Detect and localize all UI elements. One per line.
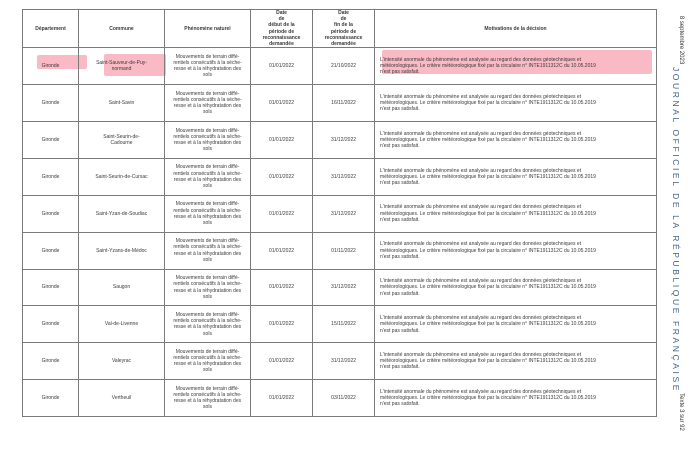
table-row — [23, 343, 657, 380]
motivation-line: L'intensité anormale du phénomène est analysée au regard des données géotechniques et — [380, 278, 582, 285]
phenomene-line: sols — [203, 256, 212, 263]
phenomene-line: rentiels consécutifs à la séche- — [173, 281, 242, 288]
phenomene-line: sols — [203, 330, 212, 337]
header-date-fin-line: période de — [330, 28, 357, 35]
header-date-fin-line: de — [340, 16, 347, 23]
commune-line: Saint-Yzans-de-Médoc — [96, 247, 147, 254]
cell-date-debut: 01/01/2022 — [251, 380, 313, 417]
phenomene-line: rentiels consécutifs à la séche- — [173, 96, 242, 103]
table-row — [23, 232, 657, 269]
header-date-fin-line: fin de la — [334, 22, 353, 29]
cell-departement: Gironde — [23, 232, 79, 269]
motivation-line: météorologiques. Le critère météorologique fixé par la circulaire n° INTE1911312C du 10.05.2019 — [380, 210, 596, 217]
motivation-line: n'est pas satisfait. — [380, 216, 420, 223]
header-date-debut-line: Date — [276, 10, 287, 16]
phenomene-line: sols — [203, 293, 212, 300]
text-counter-text: Texte 3 sur 92 — [678, 393, 684, 431]
motivation-line: météorologiques. Le critère météorologique fixé par la circulaire n° INTE1911312C du 10.05.2019 — [380, 358, 596, 365]
phenomene-line: resse et à la réhydratation des — [173, 176, 242, 183]
phenomene-line: resse et à la réhydratation des — [173, 103, 242, 110]
cell-date-fin: 31/12/2022 — [313, 158, 375, 195]
header-commune: Commune — [79, 10, 165, 48]
motivation-line: n'est pas satisfait. — [380, 179, 420, 186]
phenomene-line: resse et à la réhydratation des — [173, 139, 242, 146]
phenomene-line: rentiels consécutifs à la séche- — [173, 170, 242, 177]
cell-phenomene — [165, 85, 251, 122]
phenomene-line: resse et à la réhydratation des — [173, 398, 242, 405]
motivation-line: L'intensité anormale du phénomène est analysée au regard des données géotechniques et — [380, 204, 582, 211]
motivation-line: météorologiques. Le critère météorologique fixé par la circulaire n° INTE1911312C du 10.05.2019 — [380, 395, 596, 402]
table-row — [23, 195, 657, 232]
header-departement: Département — [23, 10, 79, 48]
cell-phenomene — [165, 269, 251, 306]
phenomene-line: rentiels consécutifs à la séche- — [173, 391, 242, 398]
table-body — [23, 48, 657, 417]
cell-commune — [79, 232, 165, 269]
phenomene-line: resse et à la réhydratation des — [173, 361, 242, 368]
motivation-line: n'est pas satisfait. — [380, 327, 420, 334]
table-row — [23, 48, 657, 85]
phenomene-line: sols — [203, 404, 212, 411]
header-date-debut-line: reconnaissance — [262, 34, 301, 41]
cell-date-fin: 15/11/2022 — [313, 306, 375, 343]
cell-phenomene — [165, 380, 251, 417]
cell-date-fin: 31/12/2022 — [313, 269, 375, 306]
cell-date-debut: 01/01/2022 — [251, 343, 313, 380]
header-date-debut-line: de — [278, 16, 285, 23]
cell-commune — [79, 85, 165, 122]
motivation-line: météorologiques. Le critère météorologique fixé par la circulaire n° INTE1911312C du 10.05.2019 — [380, 136, 596, 143]
commune-line: Saugon — [112, 284, 131, 291]
phenomene-line: sols — [203, 72, 212, 79]
cell-date-debut: 01/01/2022 — [251, 85, 313, 122]
table-row — [23, 158, 657, 195]
header-date-debut-line: demandée — [269, 41, 294, 48]
cell-date-debut: 01/01/2022 — [251, 306, 313, 343]
commune-line: Saint-Seurin-de-Cursac — [95, 173, 148, 180]
cell-departement: Gironde — [23, 158, 79, 195]
motivation-line: L'intensité anormale du phénomène est analysée au regard des données géotechniques et — [380, 130, 582, 137]
header-date-fin — [313, 10, 375, 48]
phenomene-line: sols — [203, 367, 212, 374]
phenomene-line: rentiels consécutifs à la séche- — [173, 355, 242, 362]
motivation-line: n'est pas satisfait. — [380, 364, 420, 371]
phenomene-line: Mouvements de terrain diffé- — [175, 275, 240, 282]
commune-line: Val-de-Livenne — [104, 321, 139, 328]
commune-line: Valeyrac — [111, 358, 132, 365]
commune-line: Vertheuil — [111, 395, 132, 402]
cell-departement: Gironde — [23, 85, 79, 122]
motivation-line: n'est pas satisfait. — [380, 143, 420, 150]
publication-date-text: 8 septembre 2023 — [678, 15, 684, 65]
commune-line: Saint-Yzan-de-Soudiac — [95, 210, 148, 217]
cell-phenomene — [165, 306, 251, 343]
phenomene-line: Mouvements de terrain diffé- — [175, 385, 240, 392]
cell-departement: Gironde — [23, 122, 79, 159]
motivation-line: météorologiques. Le critère météorologique fixé par la circulaire n° INTE1911312C du 10.05.2019 — [380, 247, 596, 254]
motivation-line: L'intensité anormale du phénomène est analysée au regard des données géotechniques et — [380, 241, 582, 248]
cell-phenomene — [165, 232, 251, 269]
motivation-line: L'intensité anormale du phénomène est analysée au regard des données géotechniques et — [380, 388, 582, 395]
header-date-debut-line: début de la — [268, 22, 295, 29]
phenomene-line: Mouvements de terrain diffé- — [175, 53, 240, 60]
motivation-line: n'est pas satisfait. — [380, 401, 420, 408]
cell-departement: Gironde — [23, 380, 79, 417]
cell-commune — [79, 195, 165, 232]
commune-line: normand — [111, 66, 132, 73]
cell-date-fin: 03/11/2022 — [313, 380, 375, 417]
motivation-line: L'intensité anormale du phénomène est analysée au regard des données géotechniques et — [380, 315, 582, 322]
cell-date-fin: 31/12/2022 — [313, 195, 375, 232]
table-row — [23, 122, 657, 159]
table-row — [23, 306, 657, 343]
motivation-line: L'intensité anormale du phénomène est analysée au regard des données géotechniques et — [380, 351, 582, 358]
motivation-line: météorologiques. Le critère météorologique fixé par la circulaire n° INTE1911312C du 10.05.2019 — [380, 63, 596, 70]
cell-date-fin: 16/11/2022 — [313, 85, 375, 122]
table-row — [23, 85, 657, 122]
commune-line: Saint-Savin — [108, 99, 135, 106]
phenomene-line: resse et à la réhydratation des — [173, 324, 242, 331]
cell-date-fin: 21/10/2022 — [313, 48, 375, 85]
motivation-line: n'est pas satisfait. — [380, 253, 420, 260]
cell-phenomene — [165, 195, 251, 232]
journal-title-text: JOURNAL OFFICIEL DE LA RÉPUBLIQUE FRANÇAISE — [671, 66, 681, 394]
cell-date-debut: 01/01/2022 — [251, 269, 313, 306]
cell-commune — [79, 269, 165, 306]
table-row — [23, 380, 657, 417]
header-date-debut-line: période de — [268, 28, 295, 35]
motivation-line: n'est pas satisfait. — [380, 290, 420, 297]
phenomene-line: Mouvements de terrain diffé- — [175, 164, 240, 171]
phenomene-line: rentiels consécutifs à la séche- — [173, 207, 242, 214]
motivation-line: L'intensité anormale du phénomène est analysée au regard des données géotechniques et — [380, 56, 582, 63]
motivation-line: météorologiques. Le critère météorologique fixé par la circulaire n° INTE1911312C du 10.05.2019 — [380, 284, 596, 291]
phenomene-line: Mouvements de terrain diffé- — [175, 238, 240, 245]
cell-departement: Gironde — [23, 48, 79, 85]
header-date-fin-line: Date — [338, 10, 349, 16]
cell-date-debut: 01/01/2022 — [251, 232, 313, 269]
decision-table — [22, 9, 657, 417]
cell-commune — [79, 158, 165, 195]
cell-commune — [79, 48, 165, 85]
commune-line: Saint-Seurin-de- — [103, 133, 140, 140]
phenomene-line: Mouvements de terrain diffé- — [175, 311, 240, 318]
cell-date-debut: 01/01/2022 — [251, 195, 313, 232]
cell-motivations — [375, 158, 657, 195]
phenomene-line: Mouvements de terrain diffé- — [175, 127, 240, 134]
cell-commune — [79, 122, 165, 159]
cell-motivations — [375, 343, 657, 380]
cell-date-fin: 01/11/2022 — [313, 232, 375, 269]
cell-date-debut: 01/01/2022 — [251, 122, 313, 159]
cell-motivations — [375, 306, 657, 343]
cell-commune — [79, 306, 165, 343]
motivation-line: n'est pas satisfait. — [380, 106, 420, 113]
phenomene-line: sols — [203, 219, 212, 226]
cell-date-fin: 31/12/2022 — [313, 122, 375, 159]
phenomene-line: sols — [203, 146, 212, 153]
cell-motivations — [375, 48, 657, 85]
motivation-line: météorologiques. Le critère météorologique fixé par la circulaire n° INTE1911312C du 10.05.2019 — [380, 321, 596, 328]
cell-motivations — [375, 380, 657, 417]
cell-phenomene — [165, 343, 251, 380]
cell-motivations — [375, 269, 657, 306]
cell-departement: Gironde — [23, 306, 79, 343]
cell-motivations — [375, 122, 657, 159]
commune-line: Cadourne — [110, 139, 133, 146]
motivation-line: météorologiques. Le critère météorologique fixé par la circulaire n° INTE1911312C du 10.05.2019 — [380, 99, 596, 106]
table-header-row — [23, 10, 657, 48]
phenomene-line: rentiels consécutifs à la séche- — [173, 318, 242, 325]
phenomene-line: rentiels consécutifs à la séche- — [173, 244, 242, 251]
header-date-debut — [251, 10, 313, 48]
cell-departement: Gironde — [23, 269, 79, 306]
header-date-fin-line: reconnaissance — [324, 34, 363, 41]
cell-commune — [79, 380, 165, 417]
cell-phenomene — [165, 122, 251, 159]
header-date-fin-line: demandée — [331, 41, 356, 48]
cell-departement: Gironde — [23, 195, 79, 232]
cell-phenomene — [165, 48, 251, 85]
phenomene-line: Mouvements de terrain diffé- — [175, 90, 240, 97]
cell-commune — [79, 343, 165, 380]
cell-motivations — [375, 195, 657, 232]
motivation-line: L'intensité anormale du phénomène est analysée au regard des données géotechniques et — [380, 93, 582, 100]
header-motivations: Motivations de la décision — [375, 10, 657, 48]
phenomene-line: rentiels consécutifs à la séche- — [173, 133, 242, 140]
phenomene-line: sols — [203, 183, 212, 190]
cell-date-debut: 01/01/2022 — [251, 158, 313, 195]
phenomene-line: rentiels consécutifs à la séche- — [173, 59, 242, 66]
table-row — [23, 269, 657, 306]
motivation-line: météorologiques. Le critère météorologique fixé par la circulaire n° INTE1911312C du 10.05.2019 — [380, 173, 596, 180]
phenomene-line: resse et à la réhydratation des — [173, 287, 242, 294]
cell-date-debut: 01/01/2022 — [251, 48, 313, 85]
motivation-line: L'intensité anormale du phénomène est analysée au regard des données géotechniques et — [380, 167, 582, 174]
cell-motivations — [375, 85, 657, 122]
motivation-line: n'est pas satisfait. — [380, 69, 420, 76]
cell-departement: Gironde — [23, 343, 79, 380]
cell-motivations — [375, 232, 657, 269]
phenomene-line: Mouvements de terrain diffé- — [175, 201, 240, 208]
phenomene-line: resse et à la réhydratation des — [173, 213, 242, 220]
cell-phenomene — [165, 158, 251, 195]
header-phenomene: Phénomène naturel — [165, 10, 251, 48]
phenomene-line: resse et à la réhydratation des — [173, 66, 242, 73]
phenomene-line: Mouvements de terrain diffé- — [175, 348, 240, 355]
phenomene-line: resse et à la réhydratation des — [173, 250, 242, 257]
commune-line: Saint-Sauveur-de-Puy- — [96, 59, 147, 66]
cell-date-fin: 31/12/2022 — [313, 343, 375, 380]
phenomene-line: sols — [203, 109, 212, 116]
